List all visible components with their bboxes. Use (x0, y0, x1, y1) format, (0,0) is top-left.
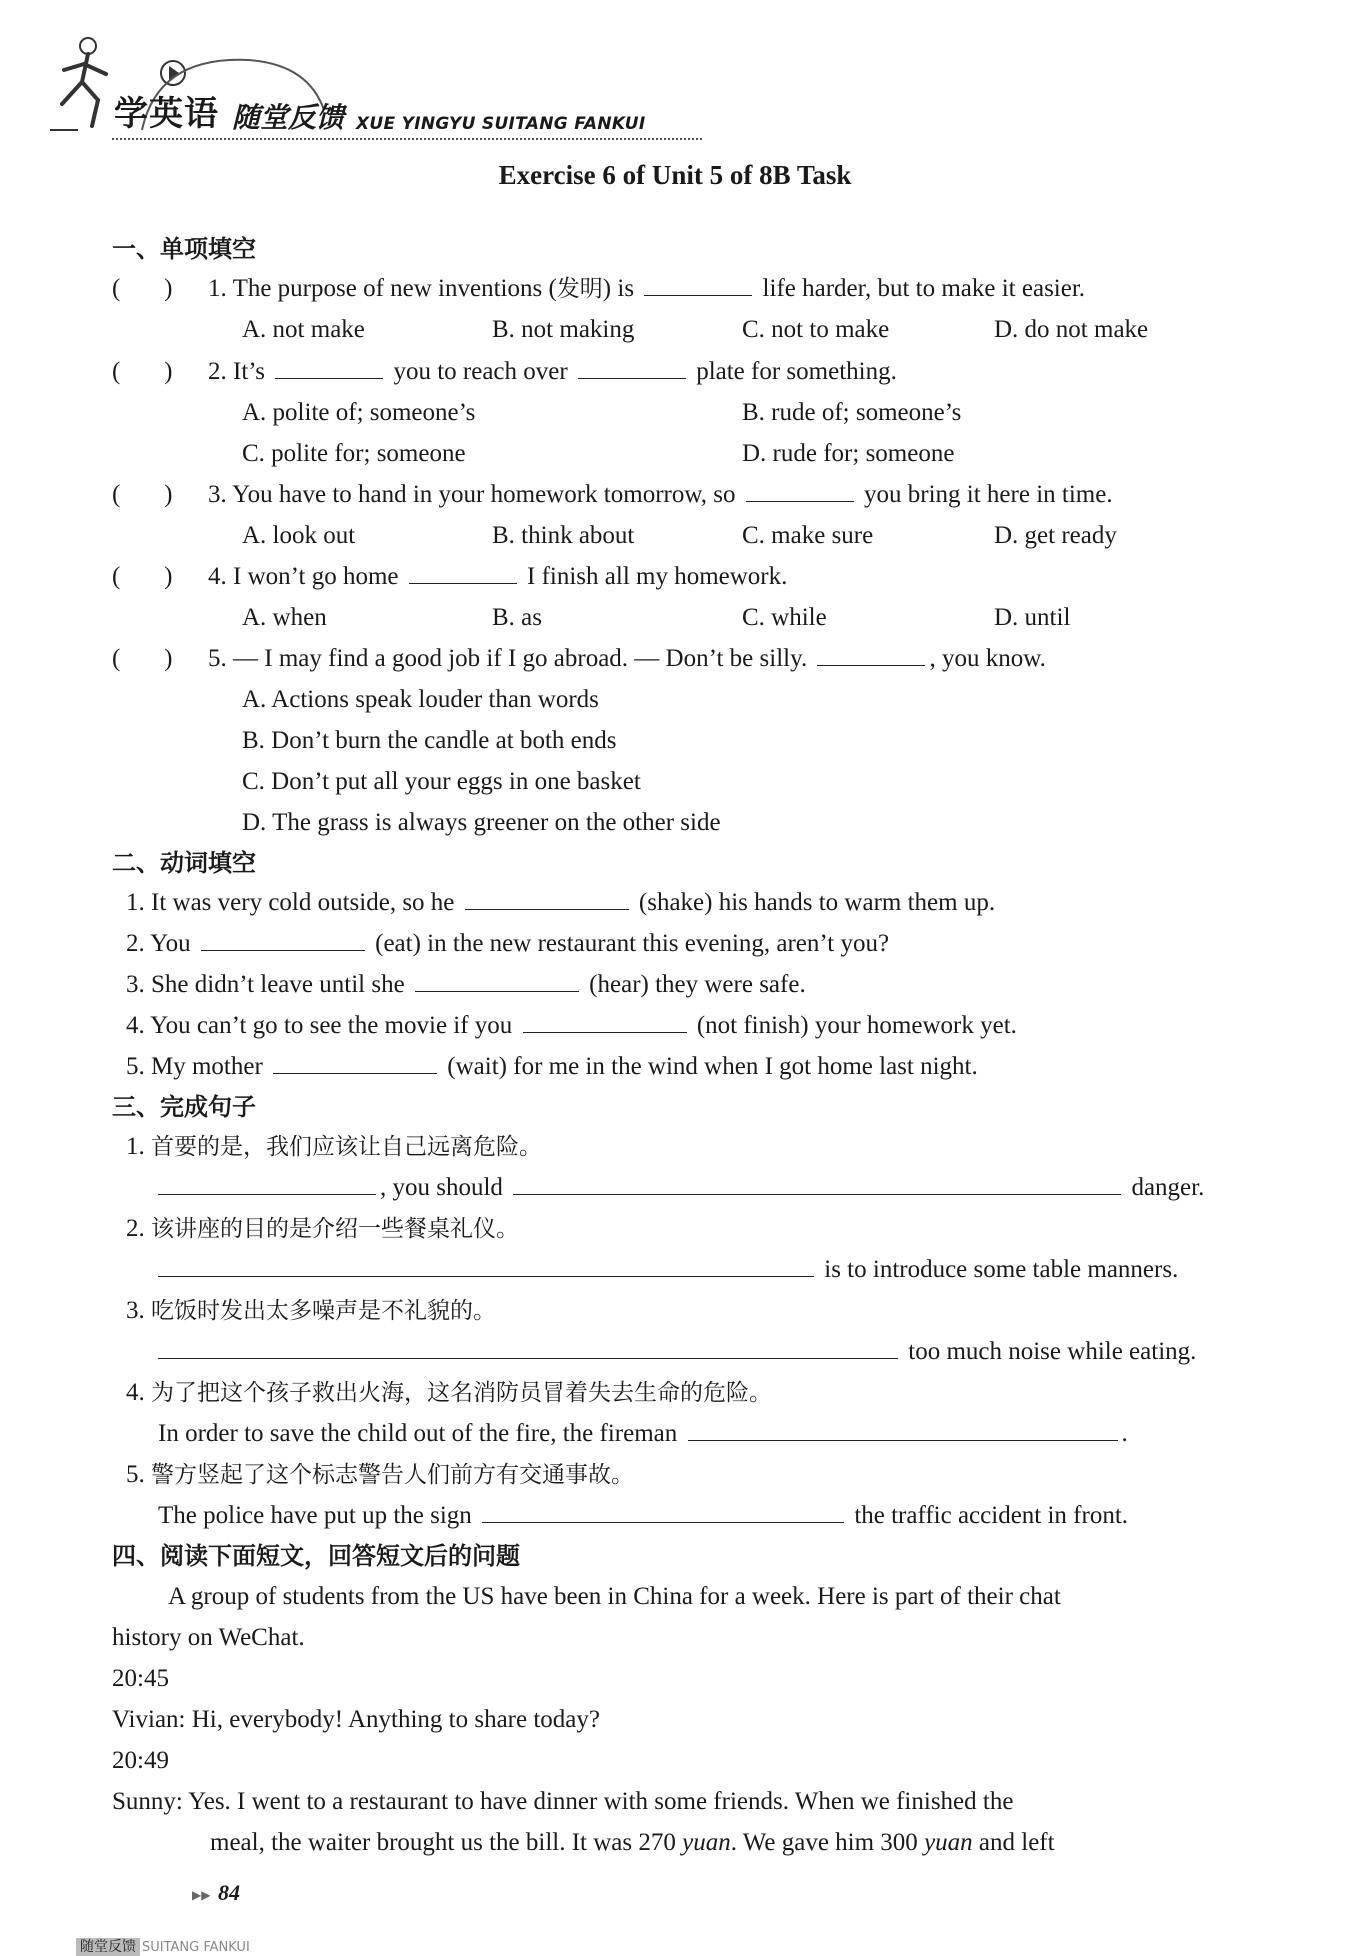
mc-question-5: 5. — I may find a good job if I go abroad. — Don’t be silly. , you know. (208, 645, 1046, 672)
verb-question-2: 2. You (eat) in the new restaurant this evening, aren’t you? (126, 930, 890, 957)
brand-pinyin: XUE YINGYU SUITANG FANKUI (356, 114, 646, 134)
option: A. not make (242, 316, 365, 343)
option: C. Don’t put all your eggs in one basket (242, 768, 641, 795)
page-title: Exercise 6 of Unit 5 of 8B Task (498, 160, 852, 190)
chat-timestamp: 20:49 (112, 1747, 169, 1774)
sentence-3-chinese: 3. 吃饭时发出太多噪声是不礼貌的。 (126, 1297, 496, 1324)
answer-blank[interactable] (688, 1418, 1118, 1441)
verb-question-5: 5. My mother (wait) for me in the wind when I got home last night. (126, 1053, 978, 1080)
answer-blank[interactable] (273, 1051, 437, 1074)
option: C. make sure (742, 522, 874, 549)
chat-message-vivian: Vivian: Hi, everybody! Anything to share today? (112, 1706, 600, 1733)
option: B. as (492, 604, 542, 631)
header-divider (112, 138, 702, 140)
sentence-2-english: is to introduce some table manners. (158, 1253, 1178, 1287)
brand-chinese-title: 学英语 (114, 94, 219, 134)
option: D. rude for; someone (742, 440, 955, 467)
mc-question-1: 1. The purpose of new inventions (发明) is life harder, but to make it easier. (208, 275, 1086, 302)
option: A. polite of; someone’s (242, 399, 476, 426)
answer-blank[interactable] (513, 1172, 1121, 1195)
mc-question-2: 2. It’s you to reach over plate for something. (208, 358, 897, 385)
option: D. The grass is always greener on the other side (242, 809, 721, 836)
sentence-1-english: , you should danger. (158, 1171, 1204, 1205)
chat-timestamp: 20:45 (112, 1665, 169, 1692)
option: A. when (242, 604, 327, 631)
option: D. get ready (994, 522, 1117, 549)
page-arrow-icon: ▶▶ (192, 1888, 211, 1902)
mc-question-4: 4. I won’t go home I finish all my homework. (208, 563, 788, 590)
sentence-1-chinese: 1. 首要的是，我们应该让自己远离危险。 (126, 1133, 542, 1160)
chat-message-sunny-line-1: Sunny: Yes. I went to a restaurant to have dinner with some friends. When we finished the (112, 1788, 1014, 1815)
answer-blank[interactable] (201, 928, 365, 951)
option: C. while (742, 604, 827, 631)
option: B. not making (492, 316, 635, 343)
answer-bracket: ( ) (112, 275, 173, 302)
option: D. until (994, 604, 1071, 631)
sentence-4-chinese: 4. 为了把这个孩子救出火海，这名消防员冒着失去生命的危险。 (126, 1379, 772, 1406)
page-number: 84 (218, 1880, 240, 1905)
answer-blank[interactable] (746, 479, 854, 502)
brand-chinese-subtitle: 随堂反馈 (232, 101, 345, 134)
section-heading-reading: 四、阅读下面短文，回答短文后的问题 (112, 1542, 520, 1570)
option: A. Actions speak louder than words (242, 686, 599, 713)
option: D. do not make (994, 316, 1149, 343)
option: B. rude of; someone’s (742, 399, 962, 426)
answer-blank[interactable] (415, 969, 579, 992)
section-heading-complete-sentences: 三、完成句子 (112, 1093, 256, 1121)
section-heading-multiple-choice: 一、单项填空 (112, 235, 256, 263)
option: B. think about (492, 522, 635, 549)
option: A. look out (242, 522, 356, 549)
option: C. not to make (742, 316, 890, 343)
sentence-4-english: In order to save the child out of the fire, the fireman . (158, 1420, 1128, 1447)
answer-blank[interactable] (158, 1254, 814, 1277)
sentence-5-english: The police have put up the sign the traffic accident in front. (158, 1502, 1129, 1529)
sentence-5-chinese: 5. 警方竖起了这个标志警告人们前方有交通事故。 (126, 1461, 634, 1488)
answer-bracket: ( ) (112, 358, 173, 385)
reading-intro-line-2: history on WeChat. (112, 1624, 305, 1651)
verb-question-3: 3. She didn’t leave until she (hear) they were safe. (126, 971, 806, 998)
sentence-2-chinese: 2. 该讲座的目的是介绍一些餐桌礼仪。 (126, 1215, 519, 1242)
answer-blank[interactable] (409, 561, 517, 584)
answer-blank[interactable] (158, 1172, 376, 1195)
reading-intro-line-1: A group of students from the US have been in China for a week. Here is part of their chat (168, 1583, 1061, 1610)
page-header (48, 24, 658, 136)
option: C. polite for; someone (242, 440, 466, 467)
chat-message-sunny-line-2: meal, the waiter brought us the bill. It was 270 yuan. We gave him 300 yuan and left (210, 1829, 1055, 1856)
answer-blank[interactable] (275, 356, 383, 379)
answer-blank[interactable] (578, 356, 686, 379)
answer-bracket: ( ) (112, 481, 173, 508)
verb-question-4: 4. You can’t go to see the movie if you (not finish) your homework yet. (126, 1012, 1017, 1039)
answer-blank[interactable] (158, 1336, 898, 1359)
answer-blank[interactable] (817, 643, 925, 666)
answer-bracket: ( ) (112, 563, 173, 590)
answer-bracket: ( ) (112, 645, 173, 672)
answer-blank[interactable] (482, 1500, 844, 1523)
answer-blank[interactable] (465, 887, 629, 910)
answer-blank[interactable] (644, 273, 752, 296)
mc-question-3: 3. You have to hand in your homework tomorrow, so you bring it here in time. (208, 481, 1113, 508)
footer-badge: 随堂反馈 SUITANG FANKUI (76, 1936, 250, 1956)
section-heading-verb-fill: 二、动词填空 (112, 849, 256, 877)
verb-question-1: 1. It was very cold outside, so he (shake) his hands to warm them up. (126, 889, 996, 916)
sentence-3-english: too much noise while eating. (158, 1335, 1196, 1369)
answer-blank[interactable] (523, 1010, 687, 1033)
option: B. Don’t burn the candle at both ends (242, 727, 617, 754)
